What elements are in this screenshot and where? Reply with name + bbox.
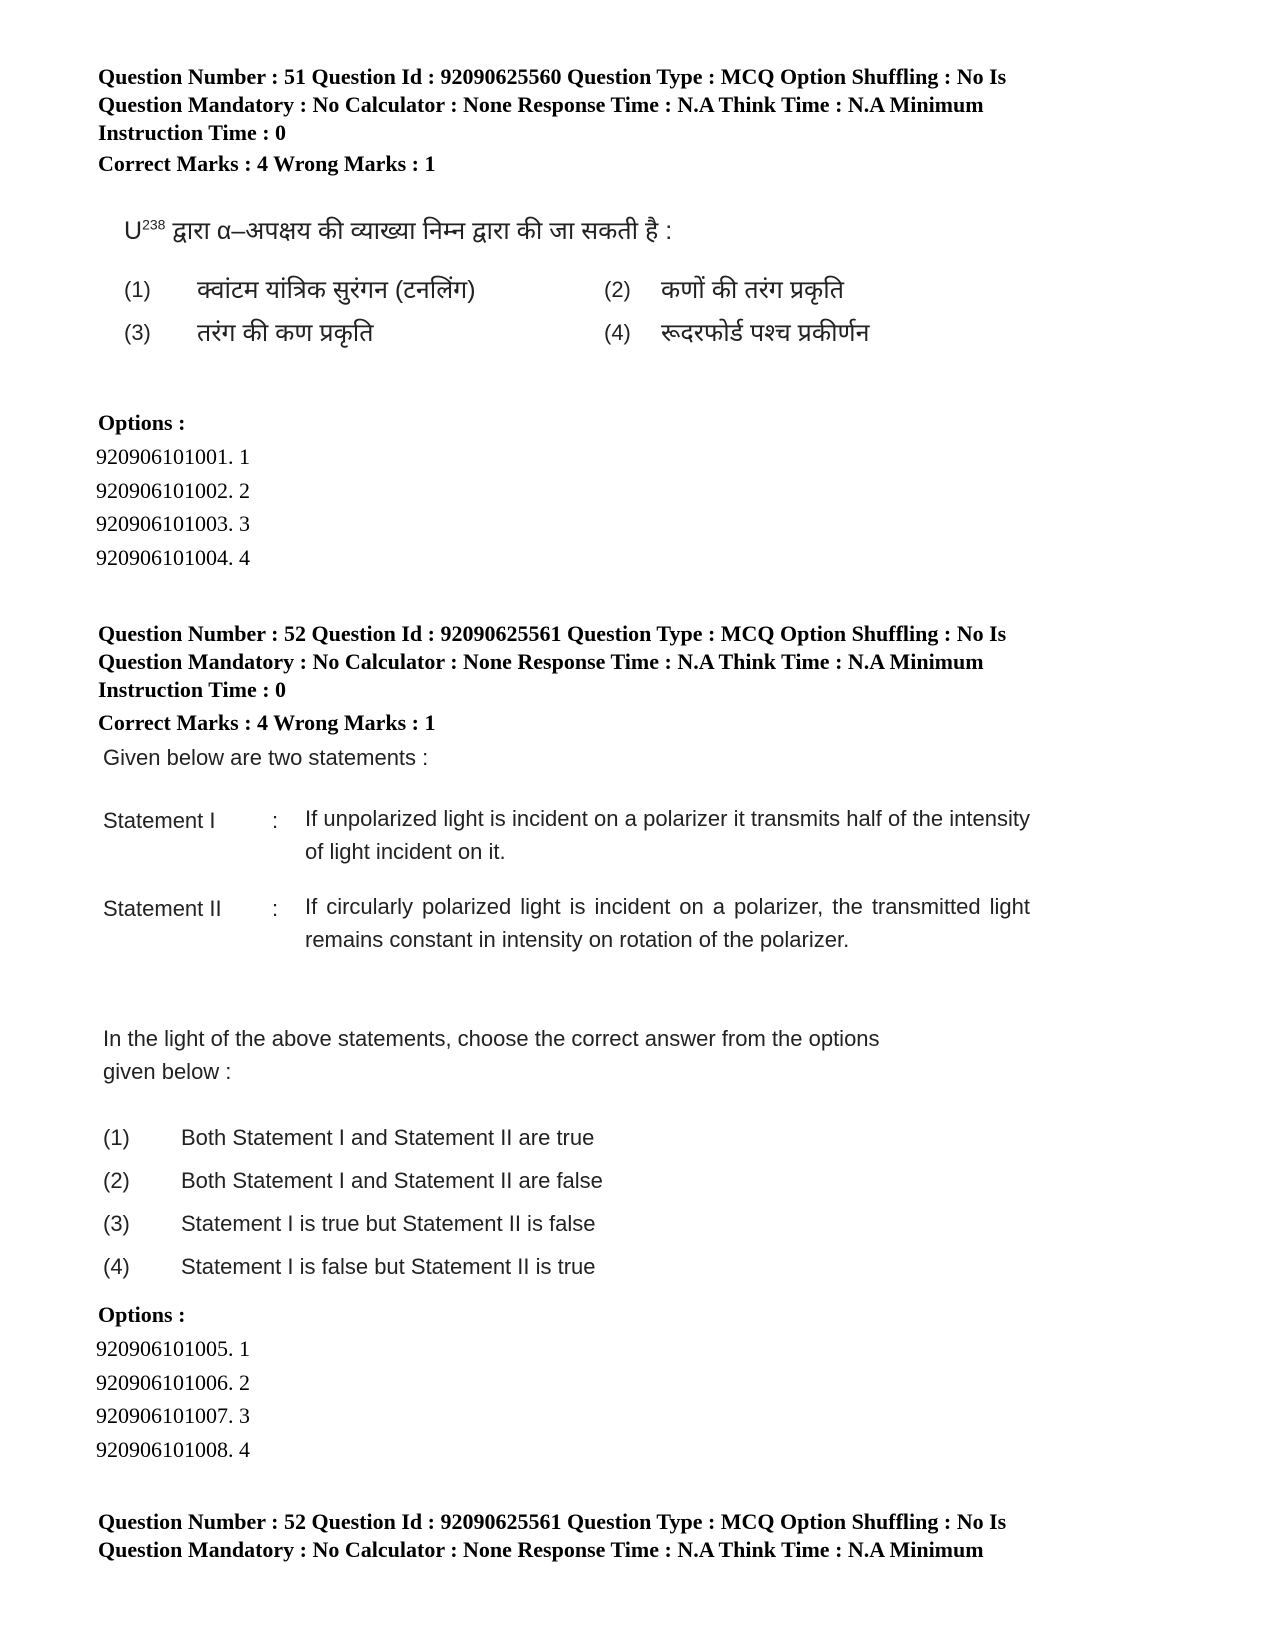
q51-choice-3-number: (3) (124, 320, 151, 345)
q52-metadata (98, 620, 1198, 704)
q52-option-3: 920906101007. 3 (96, 1403, 250, 1428)
q52-choice-3-text: Statement I is true but Statement II is false (181, 1211, 596, 1236)
q52-statement-2-label: Statement II (103, 896, 222, 921)
q51-marks: Correct Marks : 4 Wrong Marks : 1 (98, 151, 436, 176)
q51-choice-1-text: क्वांटम यांत्रिक सुरंगन (टनलिंग) (197, 276, 476, 304)
q52-choice-2-number: (2) (103, 1168, 130, 1193)
q51-choice-4-number: (4) (604, 320, 631, 345)
q51-option-4: 920906101004. 4 (96, 545, 250, 570)
q52-meta-line-3: Instruction Time : 0 (98, 677, 287, 702)
q51-option-3: 920906101003. 3 (96, 511, 250, 536)
q52-option-4: 920906101008. 4 (96, 1437, 250, 1462)
q51-stem-superscript: 238 (142, 216, 166, 233)
q51-meta-line-3: Instruction Time : 0 (98, 120, 287, 145)
q52-choice-1-text: Both Statement I and Statement II are true (181, 1125, 595, 1150)
q52-repeat-metadata (98, 1508, 1198, 1564)
q52-statement-2-colon: : (272, 896, 279, 921)
q51-option-1: 920906101001. 1 (96, 444, 250, 469)
q52-choice-3-number: (3) (103, 1211, 130, 1236)
q52-option-2: 920906101006. 2 (96, 1370, 250, 1395)
q51-choice-2-text: कणों की तरंग प्रकृति (661, 276, 844, 304)
q51-stem-base: U (124, 217, 143, 245)
q52-repeat-meta-line-1: Question Number : 52 Question Id : 92090625561 Question Type : MCQ Option Shuffling : No Is (98, 1509, 1007, 1534)
q52-statement-1-label: Statement I (103, 808, 216, 833)
q52-repeat-meta-line-2: Question Mandatory : No Calculator : None Response Time : N.A Think Time : N.A Minimum (98, 1537, 984, 1562)
q51-choice-2-number: (2) (604, 277, 631, 302)
q51-meta-line-1: Question Number : 51 Question Id : 92090625560 Question Type : MCQ Option Shuffling : No Is (98, 64, 1007, 89)
q51-choice-3-text: तरंग की कण प्रकृति (197, 319, 374, 347)
q51-choice-1-number: (1) (124, 277, 151, 302)
q52-choice-4-text: Statement I is false but Statement II is true (181, 1254, 596, 1279)
q51-stem-text: द्वारा α–अपक्षय की व्याख्या निम्न द्वारा की जा सकती है : (165, 217, 673, 245)
q51-options-heading: Options : (98, 410, 186, 435)
q52-intro: Given below are two statements : (103, 745, 429, 770)
q52-meta-line-1: Question Number : 52 Question Id : 92090625561 Question Type : MCQ Option Shuffling : No Is (98, 621, 1007, 646)
q52-statement-1-text: If unpolarized light is incident on a polarizer it transmits half of the intensity of light incident on it. (305, 806, 1030, 864)
q52-choice-1-number: (1) (103, 1125, 130, 1150)
q52-prompt-line-2: given below : (103, 1059, 232, 1084)
q51-choice-4-text: रूदरफोर्ड पश्च प्रकीर्णन (661, 319, 870, 347)
q52-prompt-line-1: In the light of the above statements, choose the correct answer from the options (103, 1026, 880, 1051)
q51-question-stem (124, 213, 672, 247)
q51-option-2: 920906101002. 2 (96, 478, 250, 503)
q52-option-1: 920906101005. 1 (96, 1336, 250, 1361)
q52-marks: Correct Marks : 4 Wrong Marks : 1 (98, 710, 436, 735)
q51-meta-line-2: Question Mandatory : No Calculator : None Response Time : N.A Think Time : N.A Minimum (98, 92, 984, 117)
q52-statement-2-text: If circularly polarized light is incident on a polarizer, the transmitted light remains constant in intensity on rotation of the polarizer. (305, 894, 1030, 952)
q52-meta-line-2: Question Mandatory : No Calculator : None Response Time : N.A Think Time : N.A Minimum (98, 649, 984, 674)
q52-choice-4-number: (4) (103, 1254, 130, 1279)
q52-options-heading: Options : (98, 1302, 186, 1327)
q52-choice-2-text: Both Statement I and Statement II are false (181, 1168, 603, 1193)
q51-metadata (98, 63, 1198, 147)
q52-statement-1-colon: : (272, 808, 279, 833)
